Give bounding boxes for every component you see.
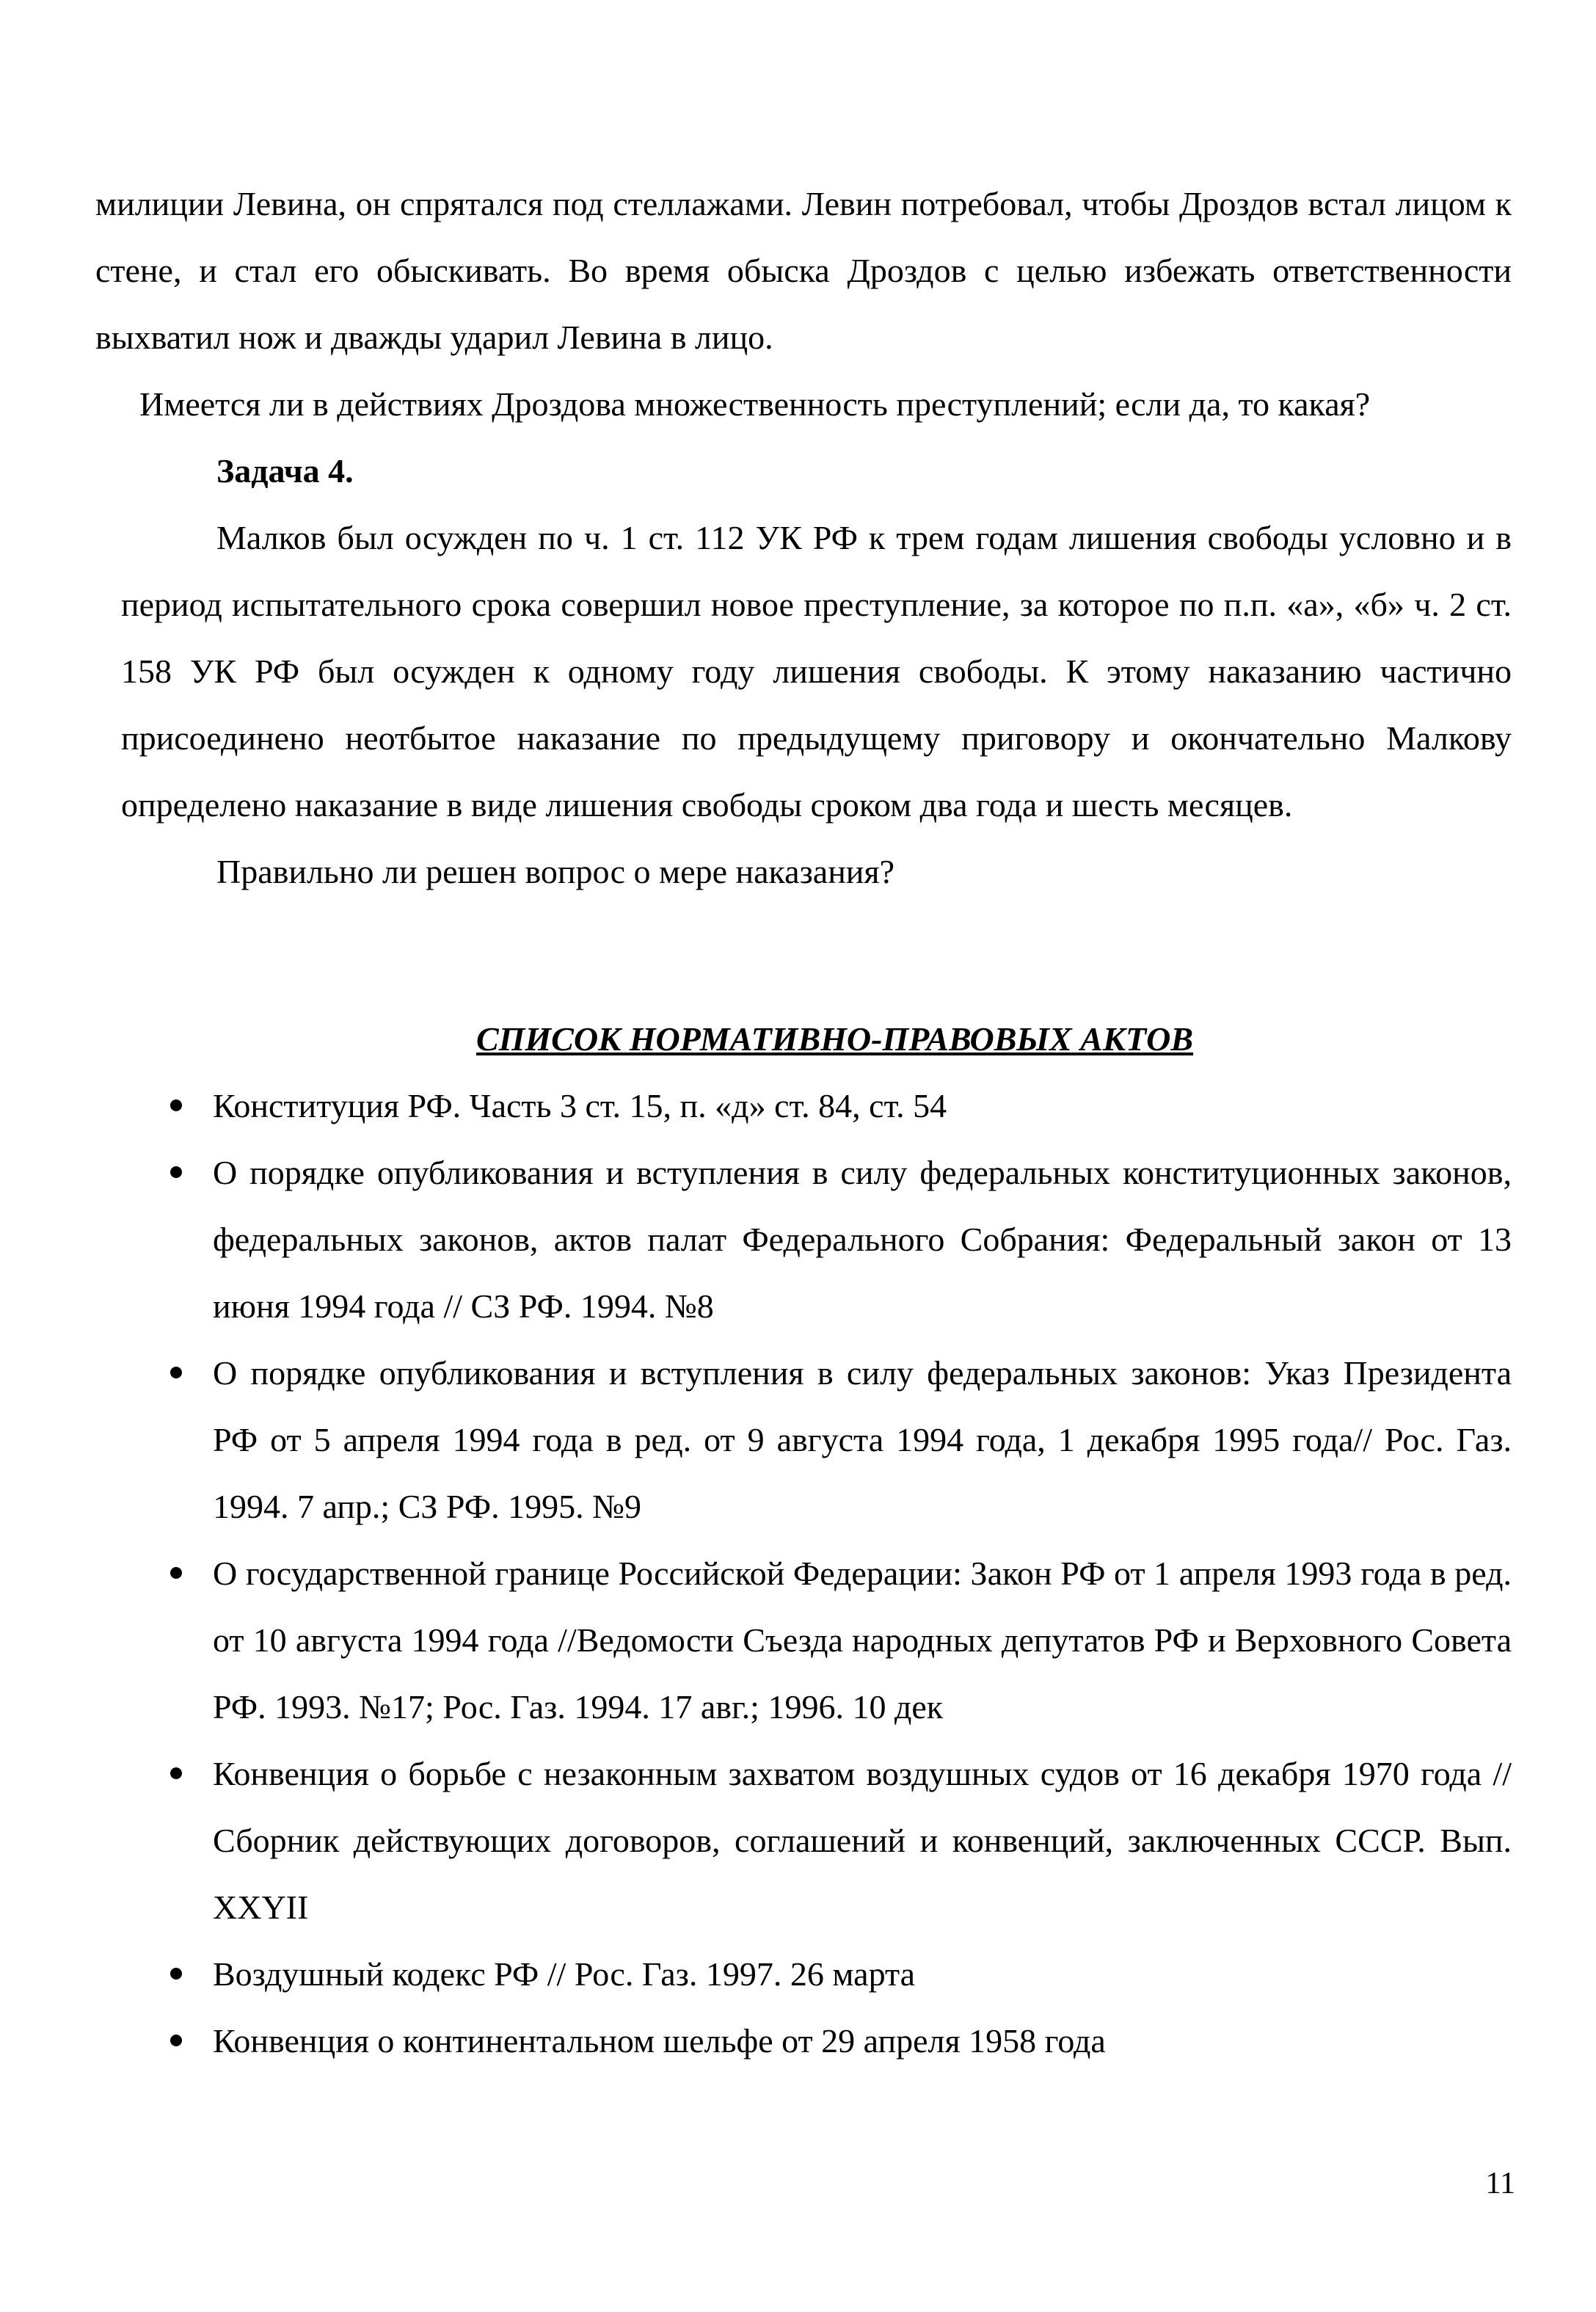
paragraph-text: милиции Левина, он спрятался под стеллажами. Левин потребовал, чтобы Дроздов встал лицом к стене, и стал его обыскивать. Во время обыска Дроздов с целью избежать ответственности выхватил нож и дважды ударил Левина в лицо.: [95, 185, 1512, 356]
list-item-text: Конвенция о борьбе с незаконным захватом воздушных судов от 16 декабря 1970 года // Сборник действующих договоров, соглашений и конвенций, заключенных СССР. Вып. XXYII: [213, 1755, 1512, 1926]
page-number: 11: [1485, 2167, 1515, 2200]
list-item: [213, 1072, 1512, 1139]
list-item-text: Конституция РФ. Часть 3 ст. 15, п. «д» ст. 84, ст. 54: [213, 1087, 947, 1124]
bullet-icon: [170, 2035, 182, 2046]
list-item-text: О порядке опубликования и вступления в силу федеральных законов: Указ Президента РФ от 5 апреля 1994 года в ред. от 9 августа 1994 года, 1 декабря 1995 года// Рос. Газ. 1994. 7 апр.; СЗ РФ. 1995. №9: [213, 1354, 1512, 1525]
list-item: [213, 1540, 1512, 1740]
list-item-text: О государственной границе Российской Федерации: Закон РФ от 1 апреля 1993 года в ред. от 10 августа 1994 года //Ведомости Съезда народных депутатов РФ и Верховного Совета РФ. 1993. №17; Рос. Газ. 1994. 17 авг.; 1996. 10 дек: [213, 1555, 1512, 1726]
task-4-heading: Задача 4.: [216, 452, 354, 490]
task-4-block: [121, 437, 1512, 504]
bullet-icon: [170, 1367, 182, 1378]
question-task-3: Имеется ли в действиях Дроздова множественность преступлений; если да, то какая?: [139, 385, 1371, 423]
acts-list-title: СПИСОК НОРМАТИВНО-ПРАВОВЫХ АКТОВ: [475, 1020, 1194, 1058]
task-4-body-block: [121, 504, 1512, 905]
list-item: [213, 1941, 1512, 2007]
acts-list: [213, 1072, 1512, 2074]
bullet-icon: [170, 1968, 182, 1980]
bullet-icon: [170, 1567, 182, 1579]
list-item: [213, 1139, 1512, 1339]
bullet-icon: [170, 1767, 182, 1779]
list-item-text: Воздушный кодекс РФ // Рос. Газ. 1997. 26 марта: [213, 1955, 916, 1993]
list-item-text: О порядке опубликования и вступления в силу федеральных конституционных законов, федеральных законов, актов палат Федерального Собрания: Федеральный закон от 13 июня 1994 года // СЗ РФ. 1994. №8: [213, 1154, 1512, 1325]
list-item: [213, 1339, 1512, 1540]
list-item: [213, 1740, 1512, 1941]
bullet-icon: [170, 1166, 182, 1178]
list-item-text: Конвенция о континентальном шельфе от 29 апреля 1958 года: [213, 2022, 1106, 2060]
task-4-question: Правильно ли решен вопрос о мере наказания?: [216, 853, 894, 890]
task-4-body: Малков был осужден по ч. 1 ст. 112 УК РФ к трем годам лишения свободы условно и в период испытательного срока совершил новое преступление, за которое по п.п. «а», «б» ч. 2 ст. 158 УК РФ был осужден к одному году лишения свободы. К этому наказанию частично присоединено неотбытое наказание по предыдущему приговору и окончательно Малкову определено наказание в виде лишения свободы сроком два года и шесть месяцев.: [121, 519, 1512, 824]
paragraph-case-3-continuation: [95, 170, 1512, 437]
bullet-icon: [170, 1099, 182, 1111]
list-item: [213, 2007, 1512, 2074]
